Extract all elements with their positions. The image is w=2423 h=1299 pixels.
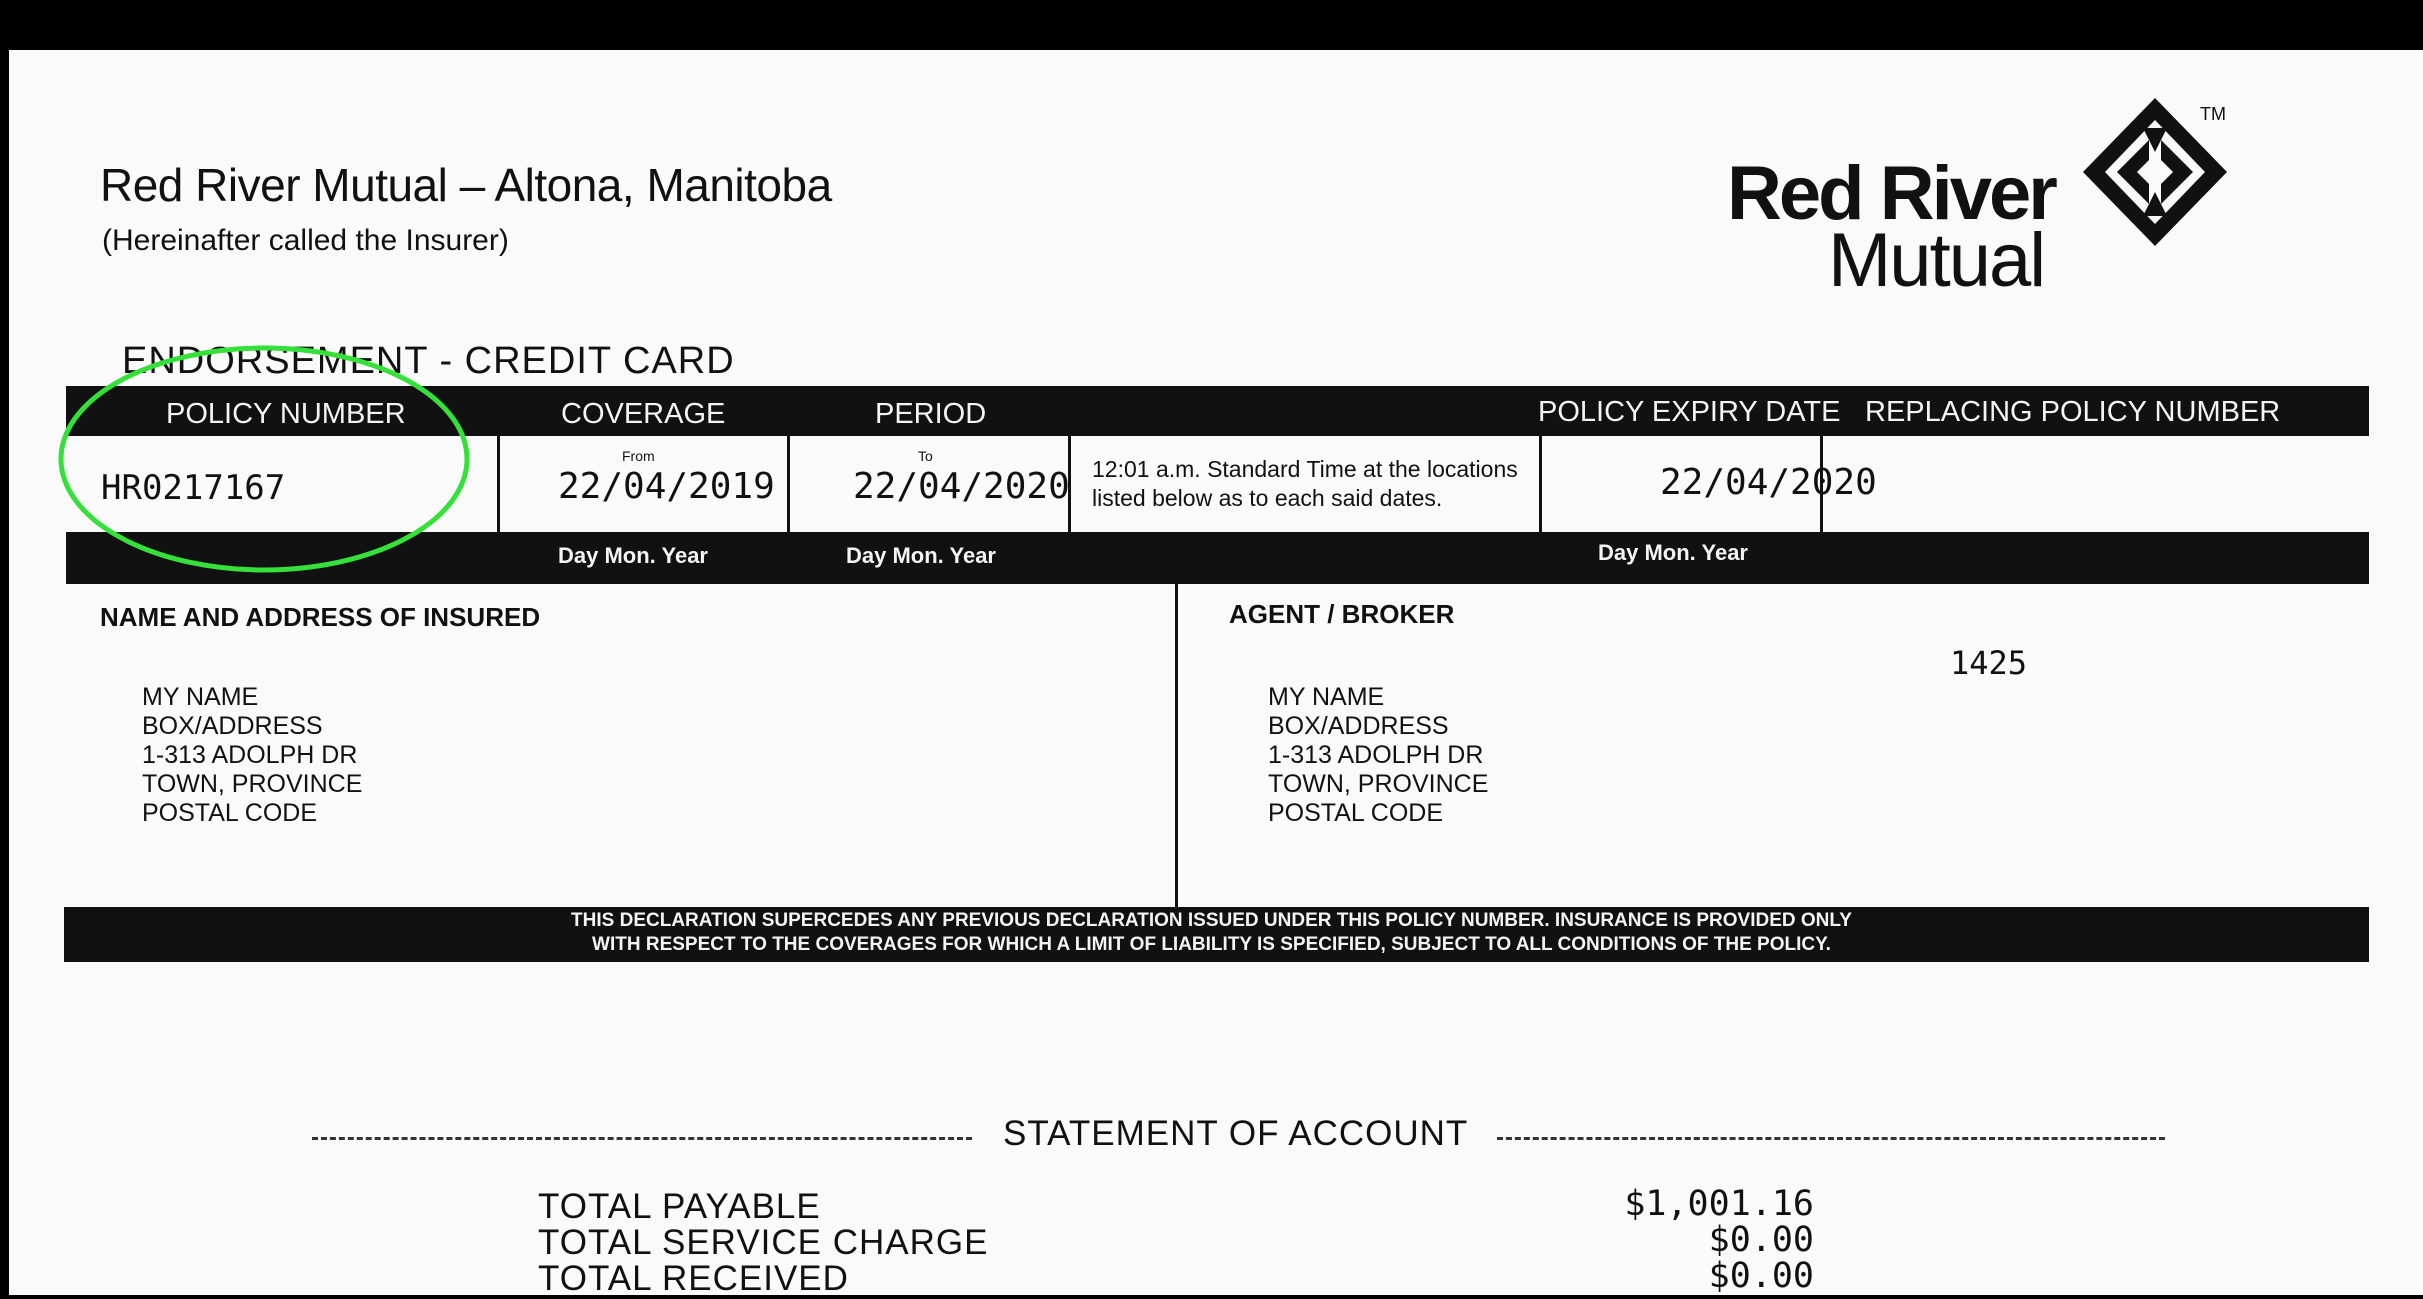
agent-heading: AGENT / BROKER xyxy=(1229,599,1455,629)
insured-address-line: BOX/ADDRESS xyxy=(142,712,323,740)
from-label: From xyxy=(622,448,655,464)
statement-heading: STATEMENT OF ACCOUNT xyxy=(1003,1114,1469,1153)
agent-address-line: 1-313 ADOLPH DR xyxy=(1268,741,1484,769)
statement-row-amount: $0.00 xyxy=(1708,1256,1814,1296)
insured-address-line: 1-313 ADOLPH DR xyxy=(142,741,358,769)
insured-address xyxy=(142,683,362,828)
statement-row-amount: $1,001.16 xyxy=(1624,1184,1814,1224)
declaration-line2: WITH RESPECT TO THE COVERAGES FOR WHICH A LIMIT OF LIABILITY IS SPECIFIED, SUBJECT TO ALL CONDITIONS OF THE POLICY. xyxy=(592,934,1831,955)
insurer-name: Red River Mutual – Altona, Manitoba xyxy=(100,159,832,211)
declaration-line1: THIS DECLARATION SUPERCEDES ANY PREVIOUS DECLARATION ISSUED UNDER THIS POLICY NUMBER. INSURANCE IS PROVIDED ONLY xyxy=(571,910,1852,931)
date-format-bar xyxy=(66,532,2369,584)
time-note-line1: 12:01 a.m. Standard Time at the locations xyxy=(1092,456,1518,482)
coverage-label: COVERAGE xyxy=(561,398,726,430)
insured-heading: NAME AND ADDRESS OF INSURED xyxy=(100,602,541,632)
divider xyxy=(497,436,500,534)
insured-agent-divider xyxy=(1175,584,1178,909)
agent-address-line: TOWN, PROVINCE xyxy=(1268,770,1489,798)
expiry-label: POLICY EXPIRY DATE xyxy=(1538,396,1841,428)
logo-line1: Red River xyxy=(1727,151,2055,236)
to-label: To xyxy=(918,448,933,464)
statement-row-label: TOTAL PAYABLE xyxy=(538,1187,821,1226)
policy-number-value: HR0217167 xyxy=(101,468,286,508)
agent-address-line: MY NAME xyxy=(1268,683,1385,711)
statement-rule-right xyxy=(1497,1137,2165,1140)
divider xyxy=(1539,436,1542,534)
coverage-from-format: Day Mon. Year xyxy=(558,543,708,568)
statement-row-label: TOTAL SERVICE CHARGE xyxy=(538,1223,989,1262)
agent-address xyxy=(1268,683,1488,828)
document-title: ENDORSEMENT - CREDIT CARD xyxy=(122,340,735,382)
statement-row-amount: $0.00 xyxy=(1708,1220,1814,1260)
agent-code: 1425 xyxy=(1950,644,2028,682)
statement-row-label: TOTAL RECEIVED xyxy=(538,1259,849,1298)
replacing-label: REPLACING POLICY NUMBER xyxy=(1865,396,2281,428)
expiry-date-value: 22/04/2020 xyxy=(1660,462,1877,503)
expiry-format: Day Mon. Year xyxy=(1598,540,1748,565)
coverage-to-format: Day Mon. Year xyxy=(846,543,996,568)
agent-address-line: POSTAL CODE xyxy=(1268,799,1444,827)
divider xyxy=(787,436,790,534)
statement-rule-left xyxy=(312,1137,972,1140)
coverage-from-date: 22/04/2019 xyxy=(558,466,775,507)
insured-address-line: POSTAL CODE xyxy=(142,799,318,827)
logo-trademark: TM xyxy=(2200,104,2226,124)
policy-number-label: POLICY NUMBER xyxy=(166,398,406,430)
logo-line2: Mutual xyxy=(1828,218,2045,303)
insured-address-line: MY NAME xyxy=(142,683,259,711)
agent-address-line: BOX/ADDRESS xyxy=(1268,712,1449,740)
red-river-mutual-emblem-icon xyxy=(2080,92,2230,252)
insured-address-line: TOWN, PROVINCE xyxy=(142,770,363,798)
insurer-subtitle: (Hereinafter called the Insurer) xyxy=(102,224,509,257)
period-label: PERIOD xyxy=(875,398,987,430)
time-note-line2: listed below as to each said dates. xyxy=(1092,485,1443,511)
coverage-to-date: 22/04/2020 xyxy=(853,466,1070,507)
